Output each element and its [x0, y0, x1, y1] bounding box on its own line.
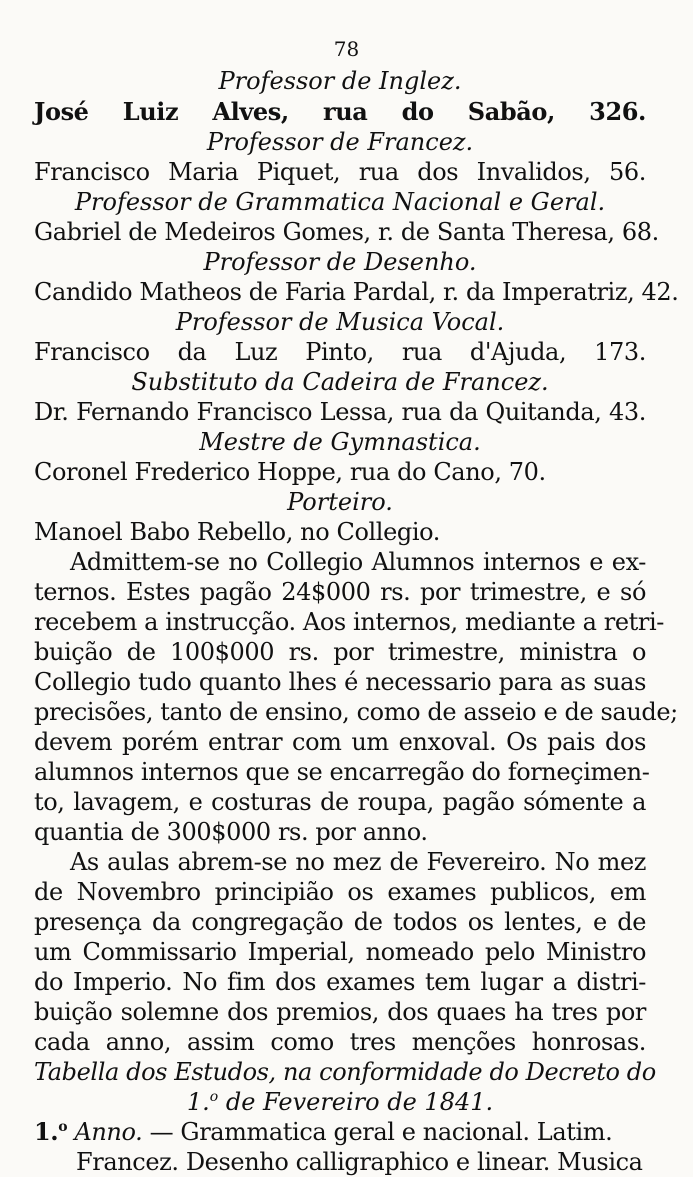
entry-name: Candido Matheos de Faria Pardal, r. da Imperatriz, 42. — [34, 278, 679, 306]
paragraph-line: um Commissario Imperial, nomeado pelo Ministro — [34, 938, 646, 966]
paragraph-line: devem porém entrar com um enxoval. Os pais dos — [34, 728, 646, 756]
tabella-heading: Tabella dos Estudos, na conformidade do Decreto do — [34, 1058, 656, 1086]
entry-title: Professor de Grammatica Nacional e Geral. — [74, 188, 606, 216]
tabella-date-number: 1. — [186, 1088, 210, 1116]
anno-continuation: Francez. Desenho calligraphico e linear. Musica — [76, 1148, 643, 1176]
entry-name: José Luiz Alves, rua do Sabão, 326. — [34, 97, 646, 126]
paragraph-line: buição solemne dos premios, dos quaes ha tres por — [34, 998, 646, 1026]
tabella-date — [34, 1087, 646, 1117]
anno-word: Anno. — [67, 1118, 143, 1146]
entry-title: Professor de Musica Vocal. — [175, 308, 505, 336]
paragraph-line: presença da congregação de todos os lentes, e de — [34, 908, 646, 936]
anno-number: 1. — [34, 1117, 59, 1146]
paragraph-line: Collegio tudo quanto lhes é necessario para as suas — [34, 668, 646, 696]
anno-line — [34, 1117, 646, 1147]
paragraph-line: alumnos internos que se encarregão do forneçimen- — [34, 758, 650, 786]
entry-name: Gabriel de Medeiros Gomes, r. de Santa Theresa, 68. — [34, 218, 659, 246]
entry-name: Francisco da Luz Pinto, rua d'Ajuda, 173. — [34, 338, 646, 366]
paragraph-line: As aulas abrem-se no mez de Fevereiro. No mez — [70, 848, 646, 876]
anno-ordinal: o — [58, 1119, 68, 1135]
paragraph-line: to, lavagem, e costuras de roupa, pagão sómente a — [34, 788, 646, 816]
entry-name: Francisco Maria Piquet, rua dos Invalidos, 56. — [34, 158, 646, 186]
entry-title: Substituto da Cadeira de Francez. — [131, 368, 549, 396]
paragraph-line: do Imperio. No fim dos exames tem lugar a distri- — [34, 968, 646, 996]
paragraph-line: Admittem-se no Collegio Alumnos internos e ex- — [70, 548, 646, 576]
anno-end — [76, 1151, 196, 1152]
entry-title: Professor de Inglez. — [218, 67, 462, 95]
entry-title: Porteiro. — [287, 488, 393, 516]
entry-title: Professor de Desenho. — [203, 248, 477, 276]
paragraph-line: de Novembro principião os exames publicos, em — [34, 878, 646, 906]
tabella-date-rest: de Fevereiro de 1841. — [218, 1088, 494, 1116]
entry-name: Dr. Fernando Francisco Lessa, rua da Quitanda, 43. — [34, 398, 646, 426]
paragraph-line: cada anno, assim como tres menções honrosas. — [34, 1028, 646, 1056]
entry-title: Professor de Francez. — [206, 128, 474, 156]
paragraph-line: quantia de 300$000 rs. por anno. — [34, 818, 428, 846]
tabella-date-ordinal: o — [209, 1089, 219, 1105]
anno-subjects: — Grammatica geral e nacional. Latim. — [142, 1118, 613, 1146]
paragraph-line: precisões, tanto de ensino, como de asseio e de saude; — [34, 698, 678, 726]
page-number: 78 — [333, 37, 360, 61]
entry-title: Mestre de Gymnastica. — [199, 428, 481, 456]
paragraph-line: ternos. Estes pagão 24$000 rs. por trimestre, e só — [34, 578, 646, 606]
entry-name: Manoel Babo Rebello, no Collegio. — [34, 518, 440, 546]
entry-name: Coronel Frederico Hoppe, rua do Cano, 70. — [34, 458, 546, 486]
paragraph-line: recebem a instrucção. Aos internos, mediante a retri- — [34, 608, 664, 636]
paragraph-line: buição de 100$000 rs. por trimestre, ministra o — [34, 638, 646, 666]
